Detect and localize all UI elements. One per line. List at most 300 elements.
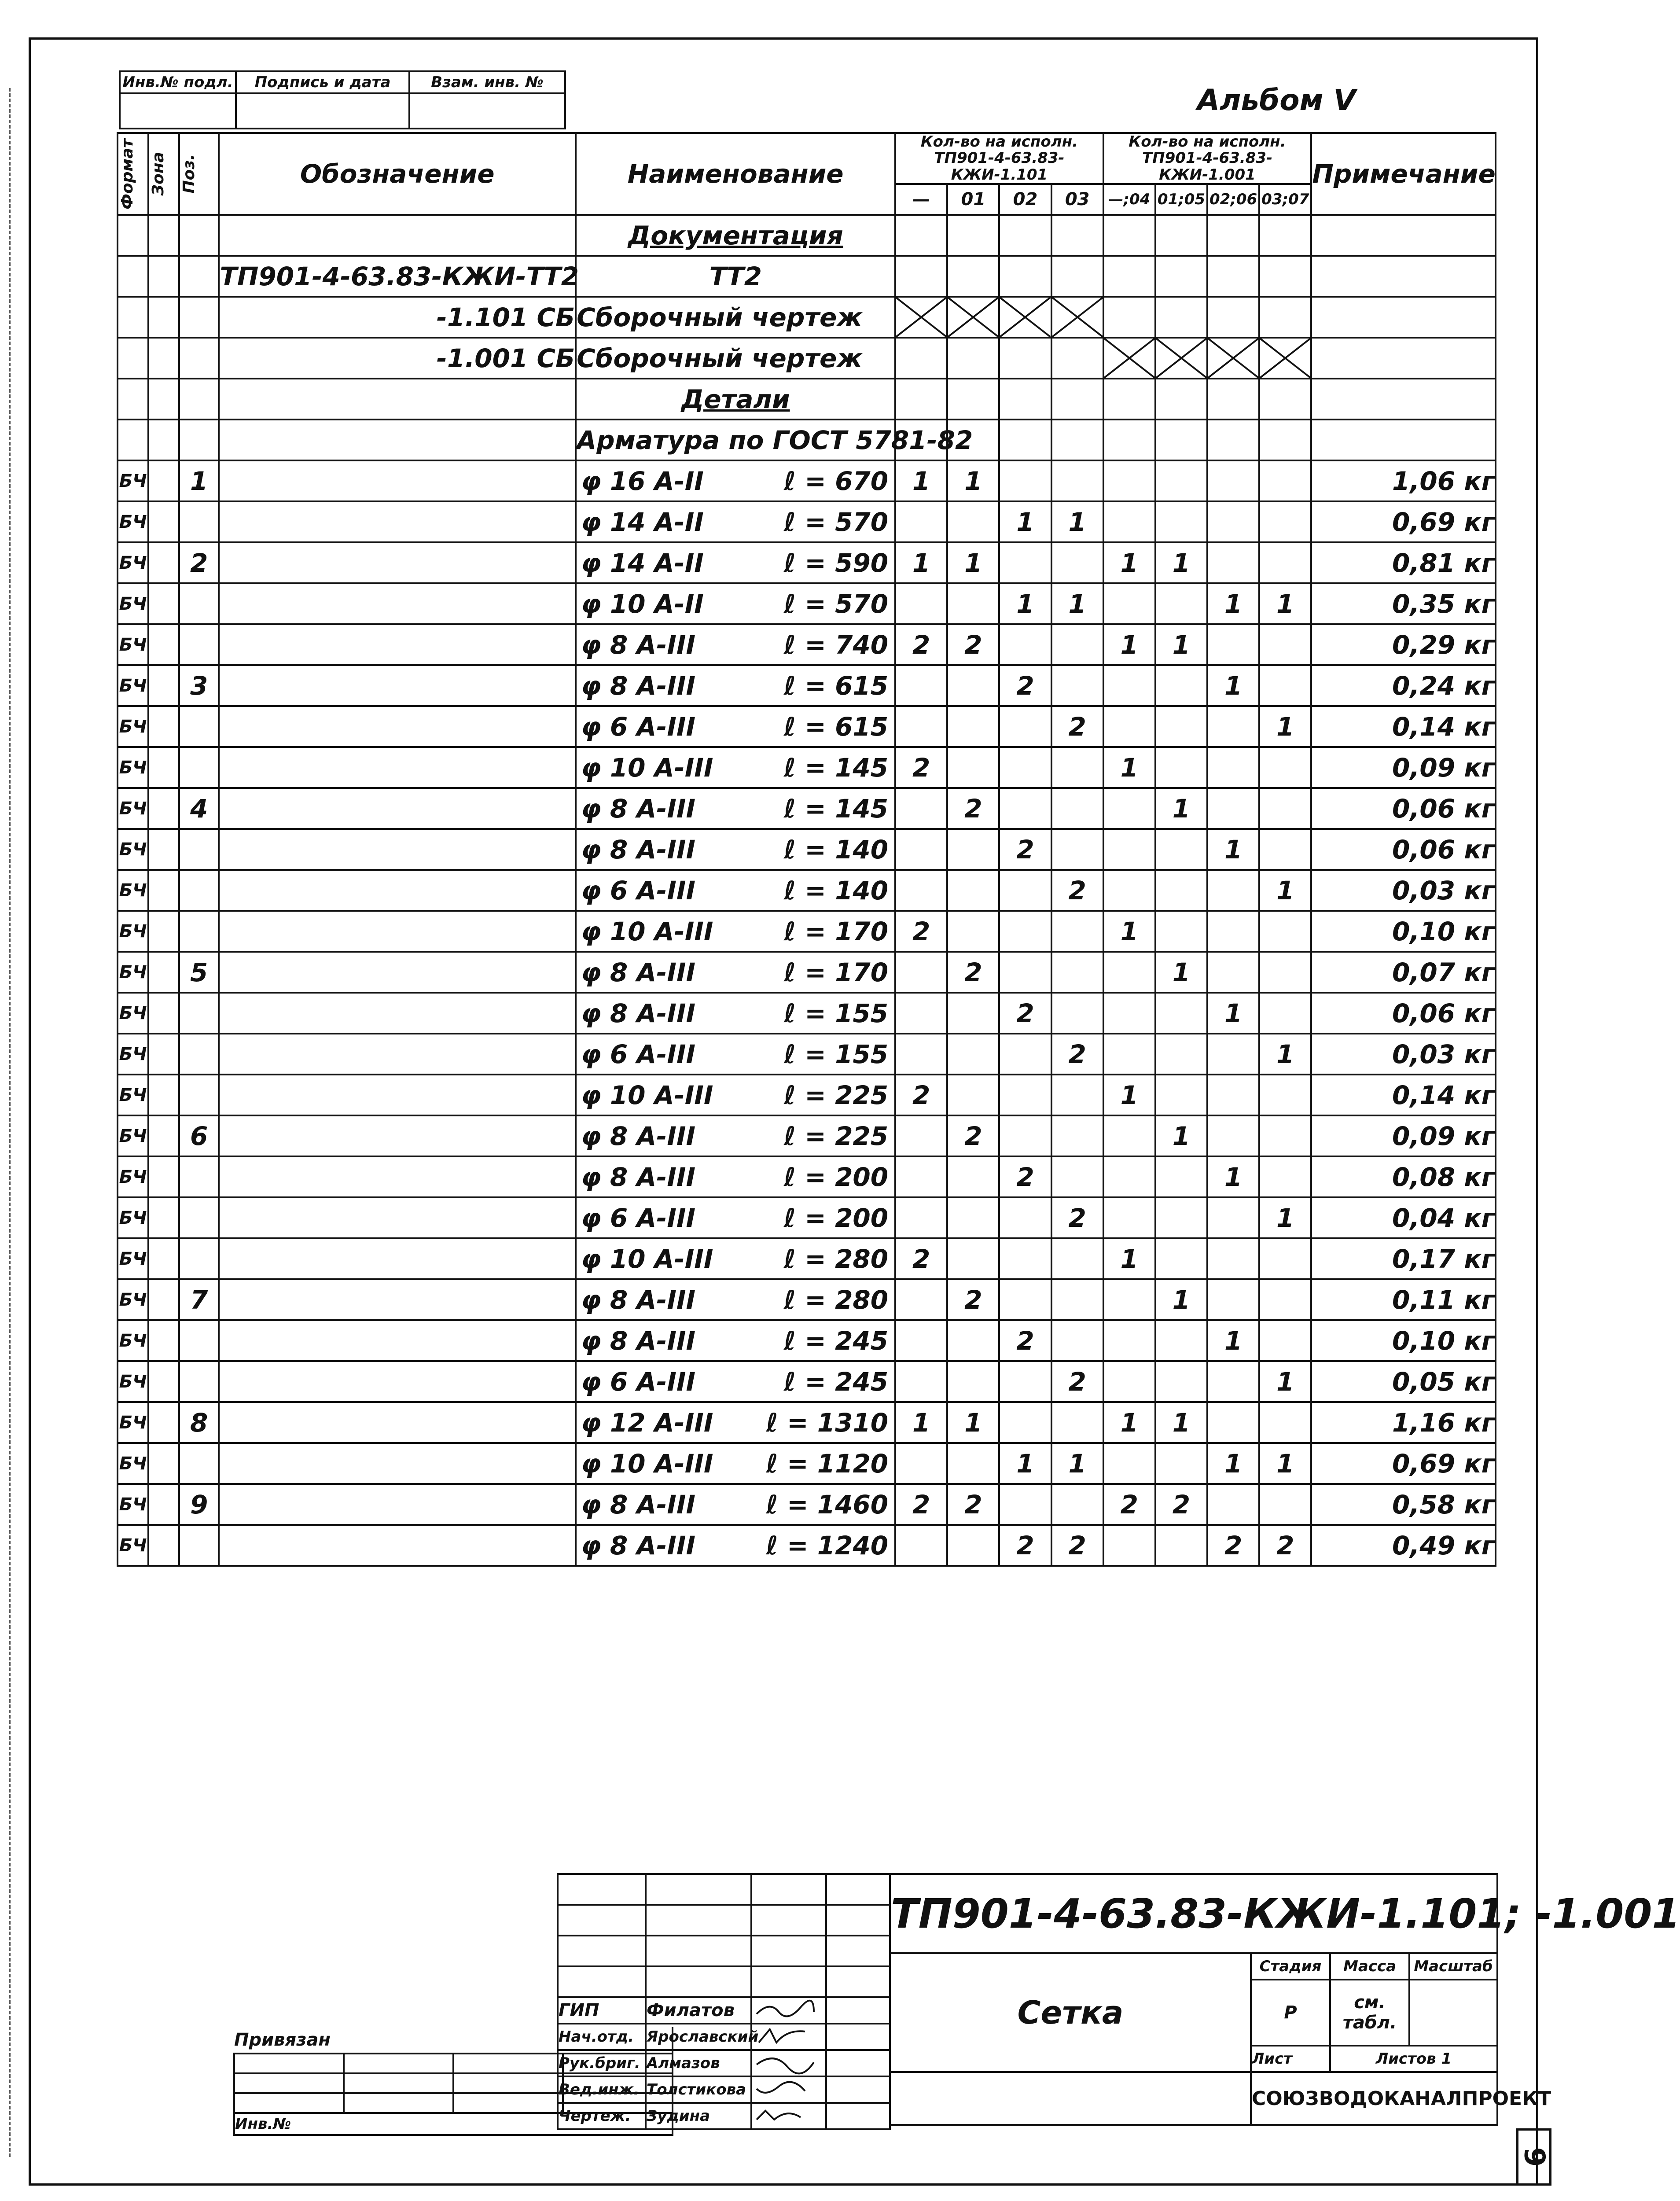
quantity-cell (1103, 460, 1155, 501)
quantity-cell (1207, 542, 1259, 583)
bar-length: ℓ = 140 (783, 834, 889, 865)
bar-length: ℓ = 670 (783, 466, 889, 496)
quantity-cell (1155, 665, 1207, 706)
header-group1: Кол-во на исполн. ТП901-4-63.83-КЖИ-1.101 (895, 133, 1103, 184)
quantity-cell (1259, 1279, 1311, 1320)
header-designation: Обозначение (219, 133, 576, 215)
organization: СОЮЗВОДОКАНАЛПРОЕКТ (1251, 2072, 1497, 2125)
designation-cell (219, 1197, 576, 1238)
zone-cell (148, 1402, 179, 1443)
quantity-cell: 1 (1103, 624, 1155, 665)
designation-cell (219, 911, 576, 952)
quantity-cell (1155, 870, 1207, 911)
stamp-cell (409, 93, 565, 129)
quantity-cell (999, 624, 1051, 665)
note-cell: 0,69 кг (1311, 1443, 1496, 1484)
name-cell (576, 501, 895, 542)
quantity-cell (1103, 1320, 1155, 1361)
quantity-cell: 1 (1259, 706, 1311, 747)
quantity-cell (999, 952, 1051, 993)
quantity-cell (1103, 501, 1155, 542)
signer-name: Зудина (646, 2103, 751, 2129)
position-cell (179, 911, 219, 952)
quantity-cell (1207, 460, 1259, 501)
quantity-cell (895, 1525, 947, 1566)
position-cell (179, 501, 219, 542)
format-cell: БЧ (118, 1484, 148, 1525)
zone-cell (148, 542, 179, 583)
quantity-cell (1207, 911, 1259, 952)
quantity-cell: 2 (947, 952, 999, 993)
quantity-cell: 1 (1207, 1320, 1259, 1361)
quantity-cell: 2 (1051, 706, 1103, 747)
quantity-cell (947, 1443, 999, 1484)
binding-line (9, 88, 11, 2157)
name-cell (576, 788, 895, 829)
quantity-cell (1103, 1197, 1155, 1238)
quantity-cell (895, 501, 947, 542)
quantity-cell (1259, 1238, 1311, 1279)
quantity-cell: 2 (947, 788, 999, 829)
designation-cell (219, 1156, 576, 1197)
document-name: Сетка (890, 1953, 1251, 2072)
quantity-cell (1103, 583, 1155, 624)
stamp-cell: Подпись и дата (236, 71, 409, 93)
quantity-cell (1259, 911, 1311, 952)
quantity-cell (947, 1156, 999, 1197)
header-group2: Кол-во на исполн. ТП901-4-63.83-КЖИ-1.001 (1103, 133, 1312, 184)
name-cell (576, 1197, 895, 1238)
quantity-cell (895, 1279, 947, 1320)
quantity-cell (1207, 1034, 1259, 1075)
position-cell (179, 624, 219, 665)
bar-spec: φ 8 А-III (581, 834, 696, 865)
quantity-cell (1155, 706, 1207, 747)
zone-cell (148, 1279, 179, 1320)
note-cell: 0,69 кг (1311, 501, 1496, 542)
quantity-cell (1051, 1402, 1103, 1443)
quantity-cell (1259, 665, 1311, 706)
name-cell (576, 583, 895, 624)
table-row (118, 1075, 1496, 1115)
bar-length: ℓ = 170 (783, 916, 889, 946)
quantity-cell: 2 (999, 1320, 1051, 1361)
designation-cell (219, 460, 576, 501)
quantity-cell (1207, 1402, 1259, 1443)
quantity-cell (947, 829, 999, 870)
quantity-cell (1207, 1075, 1259, 1115)
quantity-cell: 2 (895, 1484, 947, 1525)
quantity-cell (1051, 1075, 1103, 1115)
quantity-cell: 1 (1155, 624, 1207, 665)
quantity-cell (1259, 952, 1311, 993)
designation-cell (219, 624, 576, 665)
quantity-cell: 2 (1051, 1034, 1103, 1075)
specification-table (117, 132, 1496, 1909)
quantity-cell (1051, 1484, 1103, 1525)
bar-length: ℓ = 590 (783, 548, 889, 578)
zone-cell (148, 501, 179, 542)
quantity-cell: 1 (999, 1443, 1051, 1484)
name-cell (576, 1525, 895, 1566)
quantity-cell: 2 (1259, 1525, 1311, 1566)
bar-spec: φ 10 А-II (581, 589, 704, 619)
quantity-cell (947, 501, 999, 542)
quantity-cell (895, 1156, 947, 1197)
quantity-cell (1259, 1484, 1311, 1525)
quantity-cell (1155, 1443, 1207, 1484)
bar-spec: φ 8 А-III (581, 1489, 696, 1520)
bar-spec: φ 10 А-III (581, 1448, 713, 1479)
quantity-cell: 2 (947, 624, 999, 665)
quantity-cell: 2 (895, 1075, 947, 1115)
designation-cell (219, 1238, 576, 1279)
quantity-cell: 2 (1207, 1525, 1259, 1566)
quantity-cell: 1 (1155, 1402, 1207, 1443)
section-heading: Документация (576, 215, 895, 256)
signer-name: Ярославский (646, 2024, 751, 2050)
quantity-cell (895, 1115, 947, 1156)
quantity-cell: 1 (1051, 583, 1103, 624)
quantity-cell (1103, 952, 1155, 993)
header-col: — (895, 184, 947, 215)
header-zone: Зона (148, 133, 179, 215)
header-col: —;04 (1103, 184, 1155, 215)
format-cell: БЧ (118, 542, 148, 583)
quantity-cell (1051, 1320, 1103, 1361)
note-cell: 0,58 кг (1311, 1484, 1496, 1525)
quantity-cell (1207, 788, 1259, 829)
name-cell (576, 911, 895, 952)
quantity-cell (1259, 1156, 1311, 1197)
position-cell (179, 870, 219, 911)
quantity-cell: 1 (1051, 501, 1103, 542)
quantity-cell (999, 1402, 1051, 1443)
bar-spec: φ 8 А-III (581, 670, 696, 701)
format-cell: БЧ (118, 1279, 148, 1320)
bar-length: ℓ = 615 (783, 711, 889, 742)
table-row (118, 583, 1496, 624)
quantity-cell: 2 (947, 1484, 999, 1525)
position-cell (179, 829, 219, 870)
bar-spec: φ 6 А-III (581, 1366, 696, 1397)
note-cell: 1,06 кг (1311, 460, 1496, 501)
table-row (118, 788, 1496, 829)
bar-length: ℓ = 155 (783, 998, 889, 1028)
bar-length: ℓ = 1310 (766, 1407, 889, 1438)
designation-cell (219, 1320, 576, 1361)
zone-cell (148, 747, 179, 788)
signer-role: Чертеж. (558, 2103, 646, 2129)
designation-cell (219, 1402, 576, 1443)
name-cell: Сборочный чертеж (576, 338, 895, 379)
zone-cell (148, 1320, 179, 1361)
bar-spec: φ 8 А-III (581, 629, 696, 660)
mass-label: Масса (1330, 1953, 1409, 1980)
format-cell: БЧ (118, 624, 148, 665)
stage-value: Р (1251, 1980, 1330, 2046)
quantity-cell (1103, 1156, 1155, 1197)
header-col: 03;07 (1259, 184, 1311, 215)
quantity-cell: 1 (1259, 1034, 1311, 1075)
quantity-cell: 1 (947, 1402, 999, 1443)
quantity-cell (895, 665, 947, 706)
bar-spec: φ 10 А-III (581, 752, 713, 783)
quantity-cell (895, 952, 947, 993)
note-cell: 0,09 кг (1311, 747, 1496, 788)
quantity-cell (1155, 1075, 1207, 1115)
quantity-cell (1155, 460, 1207, 501)
crossed-cell (1155, 338, 1207, 379)
quantity-cell (1103, 788, 1155, 829)
quantity-cell (947, 870, 999, 911)
name-cell (576, 1402, 895, 1443)
quantity-cell (947, 706, 999, 747)
header-note: Примечание (1311, 133, 1496, 215)
quantity-cell (1051, 993, 1103, 1034)
table-row (118, 1034, 1496, 1075)
format-cell: БЧ (118, 747, 148, 788)
bar-spec: φ 12 А-III (581, 1407, 713, 1438)
signature (751, 2103, 826, 2129)
stamp-cell (120, 93, 236, 129)
position-cell: 1 (179, 460, 219, 501)
bar-length: ℓ = 280 (783, 1244, 889, 1274)
bar-spec: φ 16 А-II (581, 466, 704, 496)
quantity-cell (1207, 1484, 1259, 1525)
quantity-cell (1103, 1279, 1155, 1320)
designation-cell (219, 1115, 576, 1156)
quantity-cell (895, 1443, 947, 1484)
quantity-cell: 1 (1259, 583, 1311, 624)
quantity-cell: 2 (1051, 1197, 1103, 1238)
quantity-cell (999, 747, 1051, 788)
table-row (118, 1443, 1496, 1484)
bar-spec: φ 8 А-III (581, 1325, 696, 1356)
name-cell (576, 1238, 895, 1279)
bar-length: ℓ = 570 (783, 589, 889, 619)
bar-spec: φ 8 А-III (581, 1285, 696, 1315)
bar-spec: φ 8 А-III (581, 1162, 696, 1192)
bar-spec: φ 10 А-III (581, 1244, 713, 1274)
quantity-cell (1103, 993, 1155, 1034)
quantity-cell (1259, 1402, 1311, 1443)
quantity-cell: 1 (1259, 1361, 1311, 1402)
quantity-cell (1051, 1238, 1103, 1279)
bar-spec: φ 10 А-III (581, 1080, 713, 1110)
format-cell: БЧ (118, 788, 148, 829)
quantity-cell: 1 (895, 542, 947, 583)
table-row (118, 1361, 1496, 1402)
quantity-cell (999, 460, 1051, 501)
designation-cell: -1.101 СБ (219, 297, 576, 338)
designation-cell (219, 952, 576, 993)
quantity-cell (947, 583, 999, 624)
signer-role: Нач.отд. (558, 2024, 646, 2050)
quantity-cell (1259, 1075, 1311, 1115)
position-cell: 7 (179, 1279, 219, 1320)
quantity-cell (947, 1361, 999, 1402)
note-cell: 0,03 кг (1311, 870, 1496, 911)
quantity-cell (1103, 1361, 1155, 1402)
designation-cell (219, 665, 576, 706)
quantity-cell (947, 665, 999, 706)
quantity-cell: 1 (895, 460, 947, 501)
quantity-cell: 2 (1155, 1484, 1207, 1525)
quantity-cell: 1 (1155, 788, 1207, 829)
note-cell: 0,14 кг (1311, 1075, 1496, 1115)
quantity-cell (1207, 747, 1259, 788)
quantity-cell: 1 (999, 583, 1051, 624)
quantity-cell (1207, 706, 1259, 747)
crossed-cell (895, 297, 947, 338)
quantity-cell (1051, 747, 1103, 788)
format-cell: БЧ (118, 1075, 148, 1115)
quantity-cell: 2 (999, 829, 1051, 870)
quantity-cell: 1 (1259, 1197, 1311, 1238)
bar-spec: φ 10 А-III (581, 916, 713, 946)
bar-length: ℓ = 140 (783, 875, 889, 905)
quantity-cell: 1 (999, 501, 1051, 542)
quantity-cell (1259, 501, 1311, 542)
note-cell: 0,08 кг (1311, 1156, 1496, 1197)
page-number-tab (1516, 2128, 1551, 2186)
quantity-cell (999, 788, 1051, 829)
bar-spec: φ 14 А-II (581, 507, 704, 537)
quantity-cell (1051, 624, 1103, 665)
signature (751, 2050, 826, 2076)
mass-value: см. табл. (1330, 1980, 1409, 2046)
note-cell: 0,07 кг (1311, 952, 1496, 993)
quantity-cell (1155, 501, 1207, 542)
quantity-cell (1207, 1197, 1259, 1238)
position-cell: 3 (179, 665, 219, 706)
note-cell: 0,17 кг (1311, 1238, 1496, 1279)
blank-area (118, 1566, 1496, 1909)
quantity-cell (999, 542, 1051, 583)
header-col: 01;05 (1155, 184, 1207, 215)
quantity-cell (1051, 460, 1103, 501)
quantity-cell: 1 (1103, 747, 1155, 788)
quantity-cell: 2 (895, 747, 947, 788)
quantity-cell (895, 1361, 947, 1402)
signer-role: Рук.бриг. (558, 2050, 646, 2076)
note-cell: 0,49 кг (1311, 1525, 1496, 1566)
zone-cell (148, 1361, 179, 1402)
zone-cell (148, 1156, 179, 1197)
bar-length: ℓ = 1240 (766, 1530, 889, 1561)
quantity-cell (1259, 993, 1311, 1034)
table-row (118, 1279, 1496, 1320)
table-row (118, 952, 1496, 993)
quantity-cell (999, 1197, 1051, 1238)
stage-label: Стадия (1251, 1953, 1330, 1980)
table-row (118, 1402, 1496, 1443)
note-cell: 0,24 кг (1311, 665, 1496, 706)
quantity-cell (1259, 542, 1311, 583)
zone-cell (148, 1443, 179, 1484)
quantity-cell: 1 (1207, 1156, 1259, 1197)
table-row (118, 1320, 1496, 1361)
note-cell: 0,06 кг (1311, 829, 1496, 870)
quantity-cell (947, 993, 999, 1034)
quantity-cell (947, 1238, 999, 1279)
quantity-cell (999, 911, 1051, 952)
quantity-cell (895, 870, 947, 911)
bar-spec: φ 8 А-III (581, 957, 696, 987)
quantity-cell (1259, 460, 1311, 501)
position-cell (179, 583, 219, 624)
position-cell: 6 (179, 1115, 219, 1156)
note-cell: 0,03 кг (1311, 1034, 1496, 1075)
quantity-cell (947, 1320, 999, 1361)
album-label: Альбом V (1197, 83, 1356, 117)
quantity-cell (1155, 1034, 1207, 1075)
quantity-cell (999, 1075, 1051, 1115)
name-cell (576, 993, 895, 1034)
quantity-cell (1103, 665, 1155, 706)
table-row (118, 501, 1496, 542)
quantity-cell (1155, 911, 1207, 952)
quantity-cell: 2 (1051, 870, 1103, 911)
quantity-cell (895, 583, 947, 624)
name-cell (576, 1443, 895, 1484)
bar-spec: φ 6 А-III (581, 711, 696, 742)
quantity-cell (947, 747, 999, 788)
designation-cell (219, 706, 576, 747)
table-row (118, 1197, 1496, 1238)
table-row (118, 460, 1496, 501)
table-row (118, 706, 1496, 747)
zone-cell (148, 829, 179, 870)
bar-length: ℓ = 225 (783, 1080, 889, 1110)
bar-length: ℓ = 155 (783, 1039, 889, 1069)
name-cell: ТТ2 (576, 256, 895, 297)
quantity-cell (1207, 624, 1259, 665)
table-row (118, 829, 1496, 870)
bar-spec: φ 8 А-III (581, 1121, 696, 1151)
signatures-table (557, 1873, 891, 2130)
scale-label: Масштаб (1409, 1953, 1497, 1980)
format-cell: БЧ (118, 1115, 148, 1156)
stamp-cell: Инв.№ подл. (120, 71, 236, 93)
note-cell: 0,14 кг (1311, 706, 1496, 747)
note-cell: 0,10 кг (1311, 1320, 1496, 1361)
designation-cell (219, 583, 576, 624)
quantity-cell (947, 1525, 999, 1566)
quantity-cell (1051, 952, 1103, 993)
bar-length: ℓ = 225 (783, 1121, 889, 1151)
zone-cell (148, 1525, 179, 1566)
header-col: 01 (947, 184, 999, 215)
zone-cell (148, 624, 179, 665)
format-cell: БЧ (118, 501, 148, 542)
quantity-cell: 2 (895, 1238, 947, 1279)
designation-cell (219, 1034, 576, 1075)
zone-cell (148, 911, 179, 952)
header-pos: Поз. (179, 133, 219, 215)
quantity-cell: 2 (999, 1525, 1051, 1566)
stamp-cell: Взам. инв. № (409, 71, 565, 93)
quantity-cell (1103, 1115, 1155, 1156)
signer-name: Толстикова (646, 2076, 751, 2103)
quantity-cell (1155, 829, 1207, 870)
crossed-cell (999, 297, 1051, 338)
quantity-cell: 1 (947, 542, 999, 583)
name-cell: Арматура по ГОСТ 5781-82 (576, 420, 895, 460)
document-code: ТП901-4-63.83-КЖИ-1.101; -1.001 (890, 1874, 1497, 1953)
zone-cell (148, 788, 179, 829)
